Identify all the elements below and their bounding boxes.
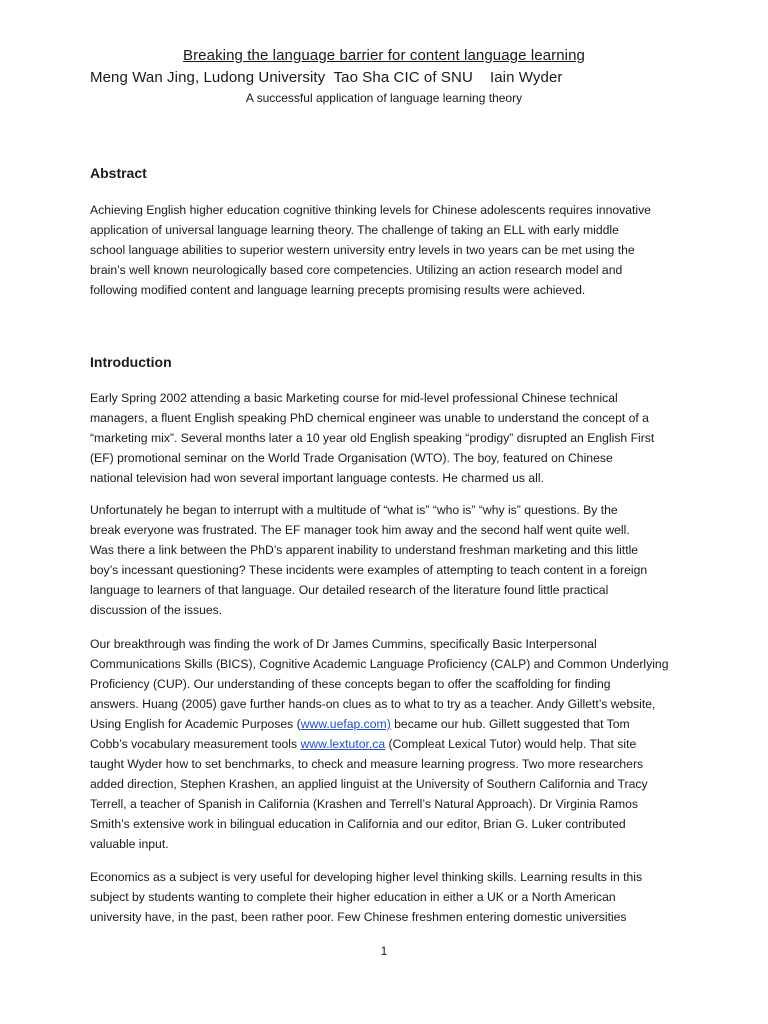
document-subtitle: A successful application of language learning theory	[245, 91, 523, 105]
paragraph-line: Our breakthrough was finding the work of Dr James Cummins, specifically Basic Interpersonal	[90, 637, 597, 651]
paragraph-line: Communications Skills (BICS), Cognitive Academic Language Proficiency (CALP) and Common Underlying	[90, 657, 669, 671]
paragraph-line: Proficiency (CUP). Our understanding of these concepts began to offer the scaffolding for finding	[90, 677, 611, 691]
paragraph-line: Early Spring 2002 attending a basic Marketing course for mid-level professional Chinese technical	[90, 391, 618, 405]
paragraph-line	[90, 714, 690, 734]
paragraph-line: discussion of the issues.	[90, 603, 223, 617]
intro-paragraph-1	[90, 388, 690, 488]
line-text: became our hub. Gillett suggested that Tom	[390, 717, 630, 731]
paragraph-line: national television had won several important language contests. He charmed us all.	[90, 471, 544, 485]
paragraph-line: boy’s incessant questioning? These incidents were examples of attempting to teach content in a foreign	[90, 563, 648, 577]
paragraph-line: university have, in the past, been rather poor. Few Chinese freshmen entering domestic universities	[90, 910, 627, 924]
paragraph-line: “marketing mix”. Several months later a 10 year old English speaking “prodigy” disrupted an English First	[90, 431, 655, 445]
paragraph-line: valuable input.	[90, 837, 169, 851]
line-text: (Compleat Lexical Tutor) would help. That site	[385, 737, 637, 751]
abstract-paragraph	[90, 200, 690, 300]
paragraph-line: Unfortunately he began to interrupt with a multitude of “what is” “who is” “why is” questions. By the	[90, 503, 618, 517]
page-number: 1	[380, 944, 388, 958]
abstract-line: following modified content and language learning precepts promising results were achieved.	[90, 283, 586, 297]
line-text: Using English for Academic Purposes (	[90, 717, 301, 731]
paragraph-line: subject by students wanting to complete their higher education in either a UK or a North American	[90, 890, 616, 904]
paragraph-line: Economics as a subject is very useful for developing higher level thinking skills. Learning results in this	[90, 870, 643, 884]
abstract-heading: Abstract	[90, 165, 147, 181]
intro-paragraph-2	[90, 500, 690, 620]
abstract-line: application of universal language learning theory. The challenge of taking an ELL with early middle	[90, 223, 619, 237]
lextutor-link[interactable]: www.lextutor.ca	[300, 737, 386, 751]
abstract-line: brain’s well known neurologically based core competencies. Utilizing an action research model and	[90, 263, 623, 277]
paragraph-line: taught Wyder how to set benchmarks, to check and measure learning progress. Two more researchers	[90, 757, 644, 771]
line-text: Cobb’s vocabulary measurement tools	[90, 737, 301, 751]
paragraph-line: (EF) promotional seminar on the World Trade Organisation (WTO). The boy, featured on Chinese	[90, 451, 613, 465]
paragraph-line: managers, a fluent English speaking PhD chemical engineer was unable to understand the concept of a	[90, 411, 649, 425]
document-title: Breaking the language barrier for content language learning	[182, 47, 585, 64]
paragraph-line	[90, 734, 690, 754]
introduction-heading: Introduction	[90, 354, 172, 370]
paragraph-line: Terrell, a teacher of Spanish in California (Krashen and Terrell’s Natural Approach). Dr Virginia Ramos	[90, 797, 639, 811]
paragraph-line: break everyone was frustrated. The EF manager took him away and the second half went quite well.	[90, 523, 630, 537]
intro-paragraph-4	[90, 867, 690, 927]
abstract-line: school language abilities to superior western university entry levels in two years can be met using the	[90, 243, 635, 257]
uefap-link[interactable]: www.uefap.com)	[300, 717, 391, 731]
paragraph-line: answers. Huang (2005) gave further hands-on clues as to what to try as a teacher. Andy Gillett’s website,	[90, 697, 656, 711]
paragraph-line: added direction, Stephen Krashen, an applied linguist at the University of Southern California and Tracy	[90, 777, 648, 791]
paragraph-line: language to learners of that language. Our detailed research of the literature found little practical	[90, 583, 609, 597]
paragraph-line: Smith’s extensive work in bilingual education in California and our editor, Brian G. Luker contributed	[90, 817, 626, 831]
intro-paragraph-3	[90, 634, 690, 854]
abstract-line: Achieving English higher education cognitive thinking levels for Chinese adolescents requires innovative	[90, 203, 651, 217]
document-authors: Meng Wan Jing, Ludong University Tao Sha CIC of SNU Iain Wyder	[90, 69, 563, 86]
paragraph-line: Was there a link between the PhD’s apparent inability to understand freshman marketing and this little	[90, 543, 639, 557]
